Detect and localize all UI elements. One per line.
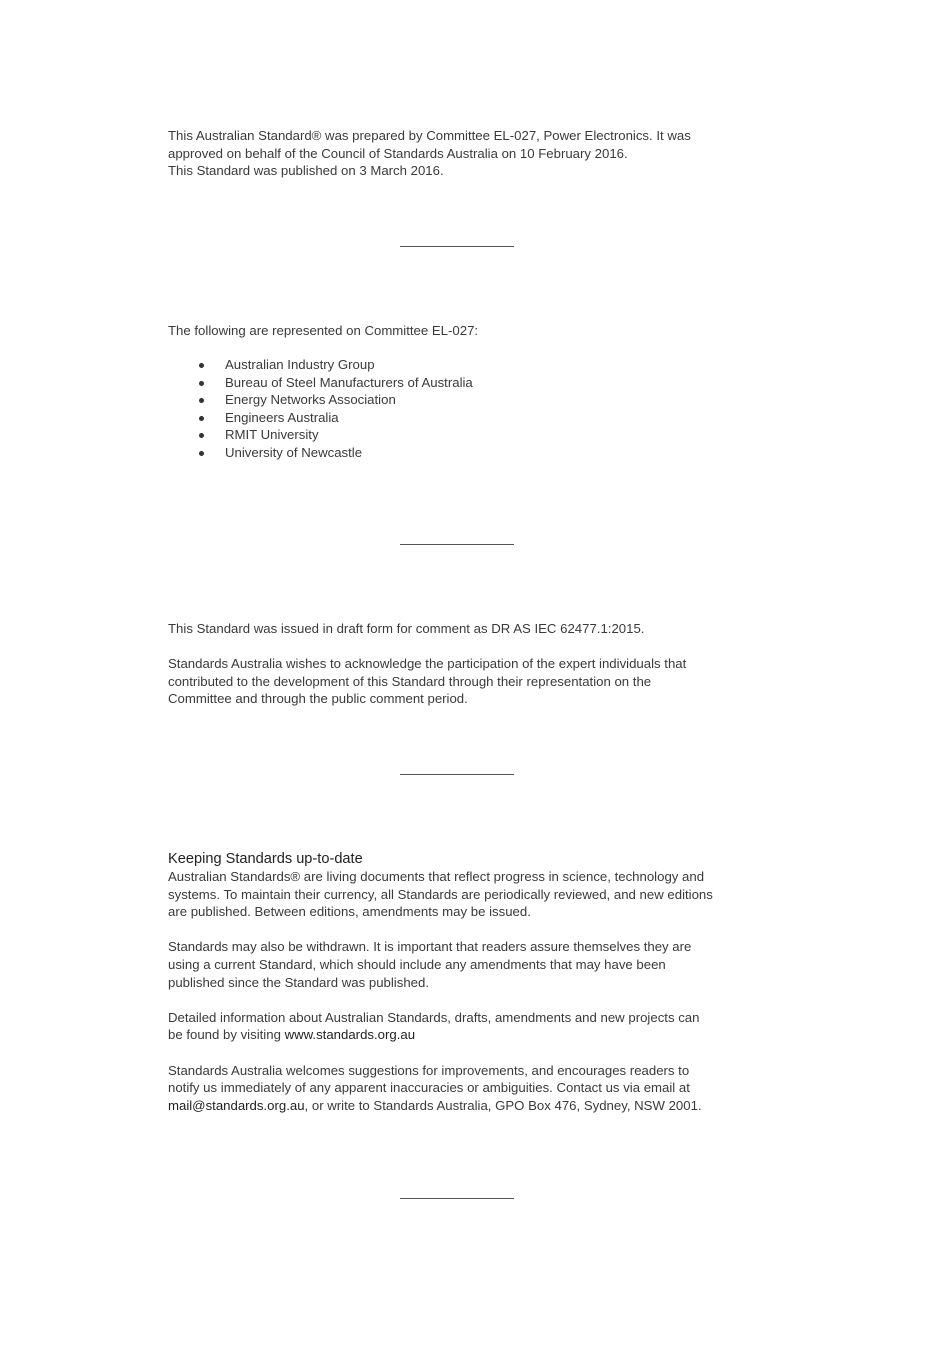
paragraph-2-line-3: published since the Standard was published. bbox=[168, 974, 429, 990]
committee-intro-text: The following are represented on Committee EL-027: bbox=[168, 323, 479, 338]
keeping-up-to-date-section bbox=[168, 850, 768, 1114]
member-name: Australian Industry Group bbox=[225, 357, 375, 372]
paragraph-2-line-1: Standards may also be withdrawn. It is important that readers assure themselves they are bbox=[168, 939, 692, 955]
draft-issued-text: This Standard was issued in draft form for comment as DR AS IEC 62477.1:2015. bbox=[168, 621, 645, 636]
list-item bbox=[168, 409, 473, 427]
draft-statement bbox=[168, 620, 768, 708]
list-item bbox=[168, 374, 473, 392]
paragraph-1-line-3: are published. Between editions, amendments may be issued. bbox=[168, 904, 531, 920]
paragraph-1-line-2: systems. To maintain their currency, all Standards are periodically reviewed, and new editions bbox=[168, 886, 713, 902]
paragraph-3-text: be found by visiting bbox=[168, 1027, 285, 1043]
paragraph-4-line-1: Standards Australia welcomes suggestions for improvements, and encourages readers to bbox=[168, 1062, 690, 1078]
section-divider-1 bbox=[400, 246, 514, 247]
member-name: RMIT University bbox=[225, 427, 319, 443]
section-divider-2 bbox=[400, 544, 514, 545]
preparation-line-2: approved on behalf of the Council of Standards Australia on 10 February 2016. bbox=[168, 145, 628, 161]
preparation-line-1: This Australian Standard® was prepared by Committee EL-027, Power Electronics. It was bbox=[168, 128, 691, 143]
list-item bbox=[168, 444, 473, 462]
bullet-icon bbox=[199, 363, 204, 368]
paragraph-4-line-3 bbox=[168, 1097, 768, 1115]
paragraph-1-line-1: Australian Standards® are living documents that reflect progress in science, technology and bbox=[168, 869, 705, 884]
paragraph-3-line-2 bbox=[168, 1026, 768, 1044]
section-divider-4 bbox=[400, 1198, 514, 1199]
acknowledgement-line-2: contributed to the development of this Standard through their representation on the bbox=[168, 673, 652, 689]
preparation-statement bbox=[168, 127, 768, 180]
section-heading: Keeping Standards up-to-date bbox=[168, 851, 363, 867]
bullet-icon bbox=[199, 433, 204, 438]
acknowledgement-line-1: Standards Australia wishes to acknowledge the participation of the expert individuals that bbox=[168, 656, 687, 672]
member-name: Bureau of Steel Manufacturers of Australia bbox=[225, 374, 473, 390]
paragraph-2-line-2: using a current Standard, which should include any amendments that may have been bbox=[168, 956, 666, 972]
paragraph-3-line-1: Detailed information about Australian Standards, drafts, amendments and new projects can bbox=[168, 1009, 700, 1025]
postal-address-text: , or write to Standards Australia, GPO Box 476, Sydney, NSW 2001. bbox=[304, 1097, 702, 1113]
bullet-icon bbox=[199, 381, 204, 386]
acknowledgement-line-3: Committee and through the public comment period. bbox=[168, 691, 468, 707]
bullet-icon bbox=[199, 451, 204, 456]
list-item bbox=[168, 356, 473, 374]
committee-member-list bbox=[168, 356, 473, 462]
member-name: Energy Networks Association bbox=[225, 392, 396, 408]
member-name: Engineers Australia bbox=[225, 409, 339, 425]
bullet-icon bbox=[199, 398, 204, 403]
section-divider-3 bbox=[400, 774, 514, 775]
committee-intro bbox=[168, 322, 768, 340]
paragraph-4-line-2: notify us immediately of any apparent inaccuracies or ambiguities. Contact us via email at bbox=[168, 1080, 690, 1096]
member-name: University of Newcastle bbox=[225, 444, 363, 460]
email-link[interactable]: mail@standards.org.au bbox=[168, 1097, 305, 1113]
website-link[interactable]: www.standards.org.au bbox=[284, 1027, 416, 1043]
list-item bbox=[168, 391, 473, 409]
list-item bbox=[168, 426, 473, 444]
publication-date: This Standard was published on 3 March 2016. bbox=[168, 163, 444, 179]
bullet-icon bbox=[199, 416, 204, 421]
